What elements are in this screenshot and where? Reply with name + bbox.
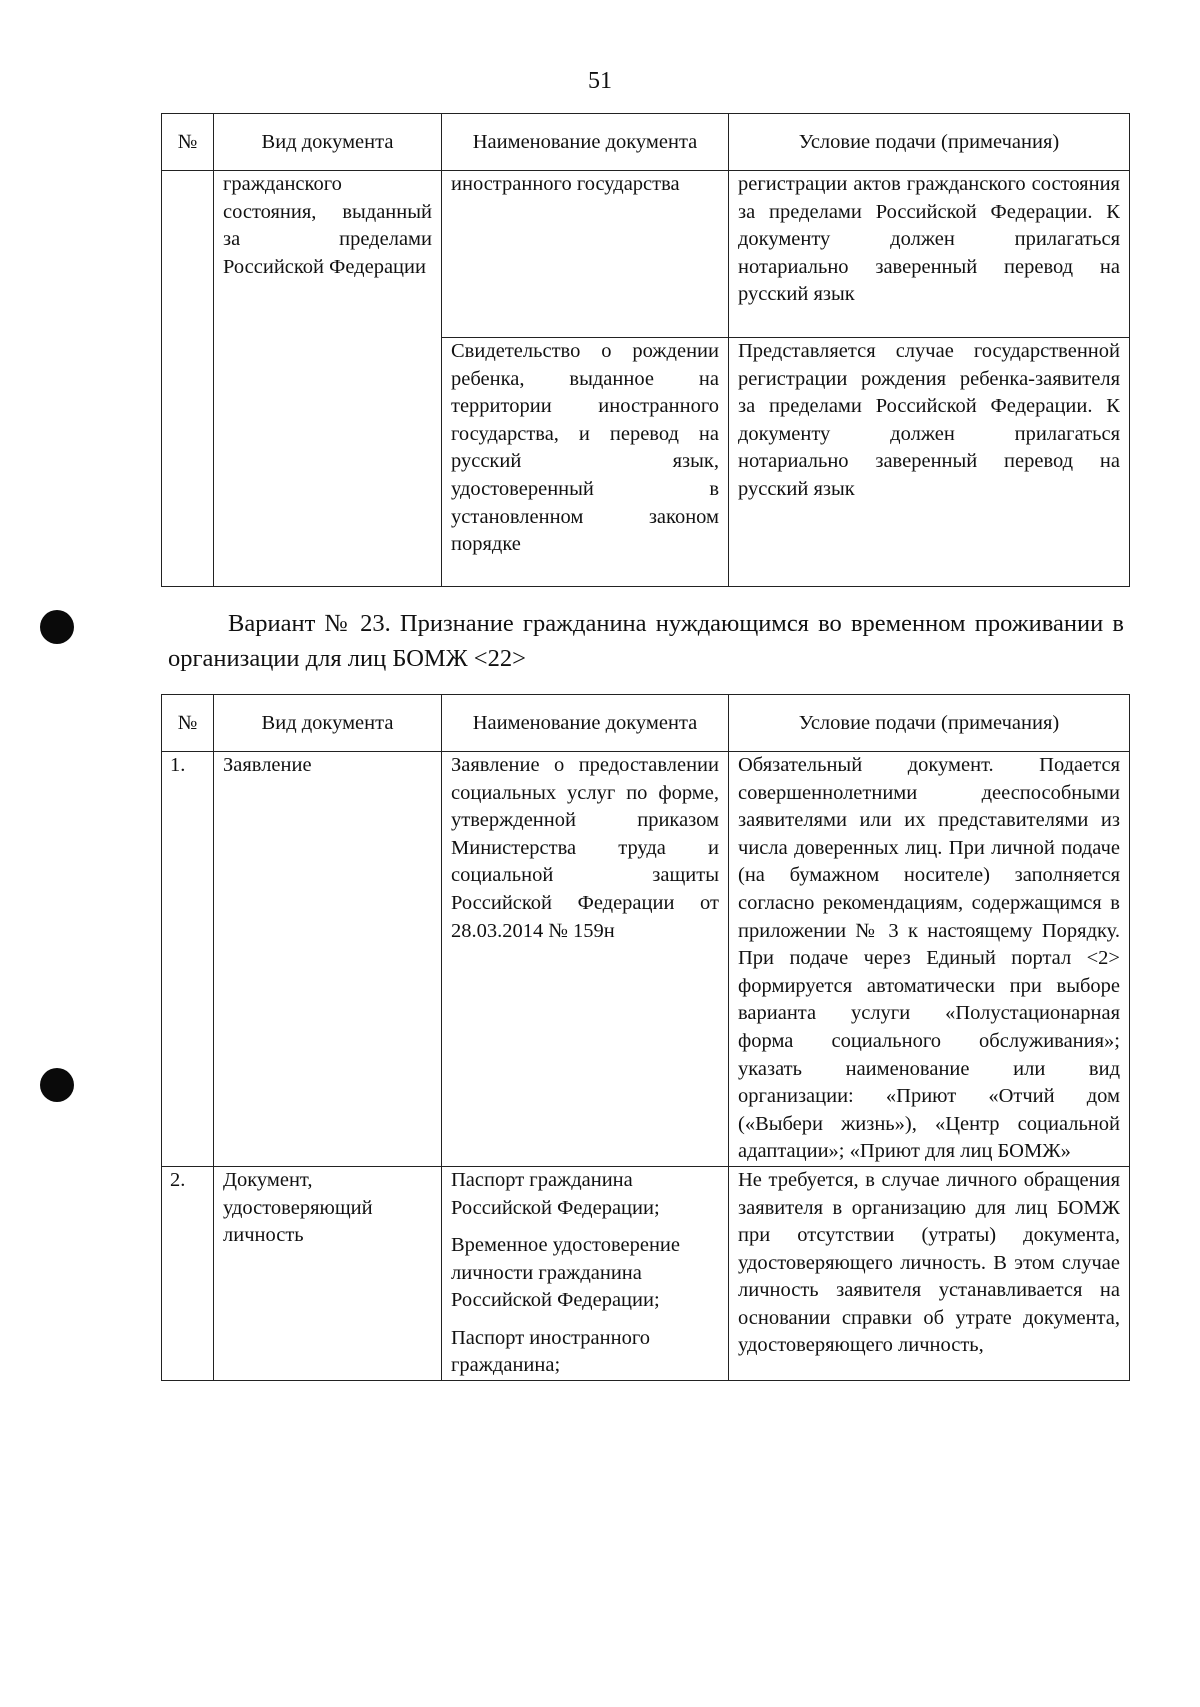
row-number: 2. — [162, 1166, 214, 1380]
page-number: 51 — [588, 68, 612, 94]
header-condition: Условие подачи (примечания) — [729, 114, 1130, 171]
table-row — [162, 1166, 1130, 1380]
header-doc-name: Наименование документа — [442, 114, 729, 171]
row-doc-name: Заявление о предоставлении социальных услуг по форме, утвержденной приказом Министерства труда и социальной защиты Российской Федерации от 28.03.2014 № 159н — [442, 752, 729, 1167]
row-doc-name — [442, 1166, 729, 1380]
table-header-row — [162, 114, 1130, 171]
row-doc-name: Свидетельство о рождении ребенка, выданное на территории иностранного государства, и перевод на русский язык, удостоверенный в установленном законом порядке — [442, 338, 729, 587]
row-condition: Представляется случае государственной регистрации рождения ребенка-заявителя за пределами Российской Федерации. К документу должен прилагаться нотариально заверенный перевод на русский язык — [729, 338, 1130, 587]
table-row — [162, 171, 1130, 338]
row-doc-type: Документ, удостоверяющий личность — [214, 1166, 442, 1380]
section-heading — [168, 606, 1124, 676]
doc-name-item: Временное удостоверение личности гражданина Российской Федерации; — [451, 1234, 680, 1312]
row-condition: Обязательный документ. Подается совершеннолетними дееспособными заявителями или их представителями из числа доверенных лиц. При личной подаче (на бумажном носителе) заполняется согласно рекомендациям, содержащимся в приложении № 3 к настоящему Порядку. При подаче через Единый портал <2> формируется автоматически при выборе варианта услуги «Полустационарная форма социального обслуживания»; указать наименование или вид организации: «Приют «Отчий дом («Выбери жизнь»), «Центр социальной адаптации»; «Приют для лиц БОМЖ» — [729, 752, 1130, 1167]
row-doc-name: иностранного государства — [442, 171, 729, 338]
doc-name-item: Паспорт гражданина Российской Федерации; — [451, 1168, 660, 1219]
row-doc-type: гражданского состояния, выданный за пределами Российской Федерации — [214, 171, 442, 587]
row-doc-type: Заявление — [214, 752, 442, 1167]
punch-hole-mark — [40, 610, 74, 644]
variant-23-table — [161, 694, 1130, 1381]
header-doc-type: Вид документа — [214, 695, 442, 752]
row-number — [162, 171, 214, 587]
documents-table-continued — [161, 113, 1130, 587]
header-doc-name: Наименование документа — [442, 695, 729, 752]
section-heading-text: Вариант № 23. Признание гражданина нуждающимся во временном проживании в организации для лиц БОМЖ <22> — [168, 610, 1124, 672]
row-condition: регистрации актов гражданского состояния за пределами Российской Федерации. К документу должен прилагаться нотариально заверенный перевод на русский язык — [729, 171, 1130, 338]
punch-hole-mark — [40, 1068, 74, 1102]
row-condition: Не требуется, в случае личного обращения заявителя в организацию для лиц БОМЖ при отсутствии (утраты) документа, удостоверяющего личность. В этом случае личность заявителя устанавливается на основании справки об утрате документа, удостоверяющего личность, — [729, 1166, 1130, 1380]
doc-name-item: Паспорт иностранного гражданина; — [451, 1326, 650, 1377]
header-number: № — [162, 114, 214, 171]
header-number: № — [162, 695, 214, 752]
table-header-row — [162, 695, 1130, 752]
row-number: 1. — [162, 752, 214, 1167]
table-row — [162, 752, 1130, 1167]
header-doc-type: Вид документа — [214, 114, 442, 171]
header-condition: Условие подачи (примечания) — [729, 695, 1130, 752]
